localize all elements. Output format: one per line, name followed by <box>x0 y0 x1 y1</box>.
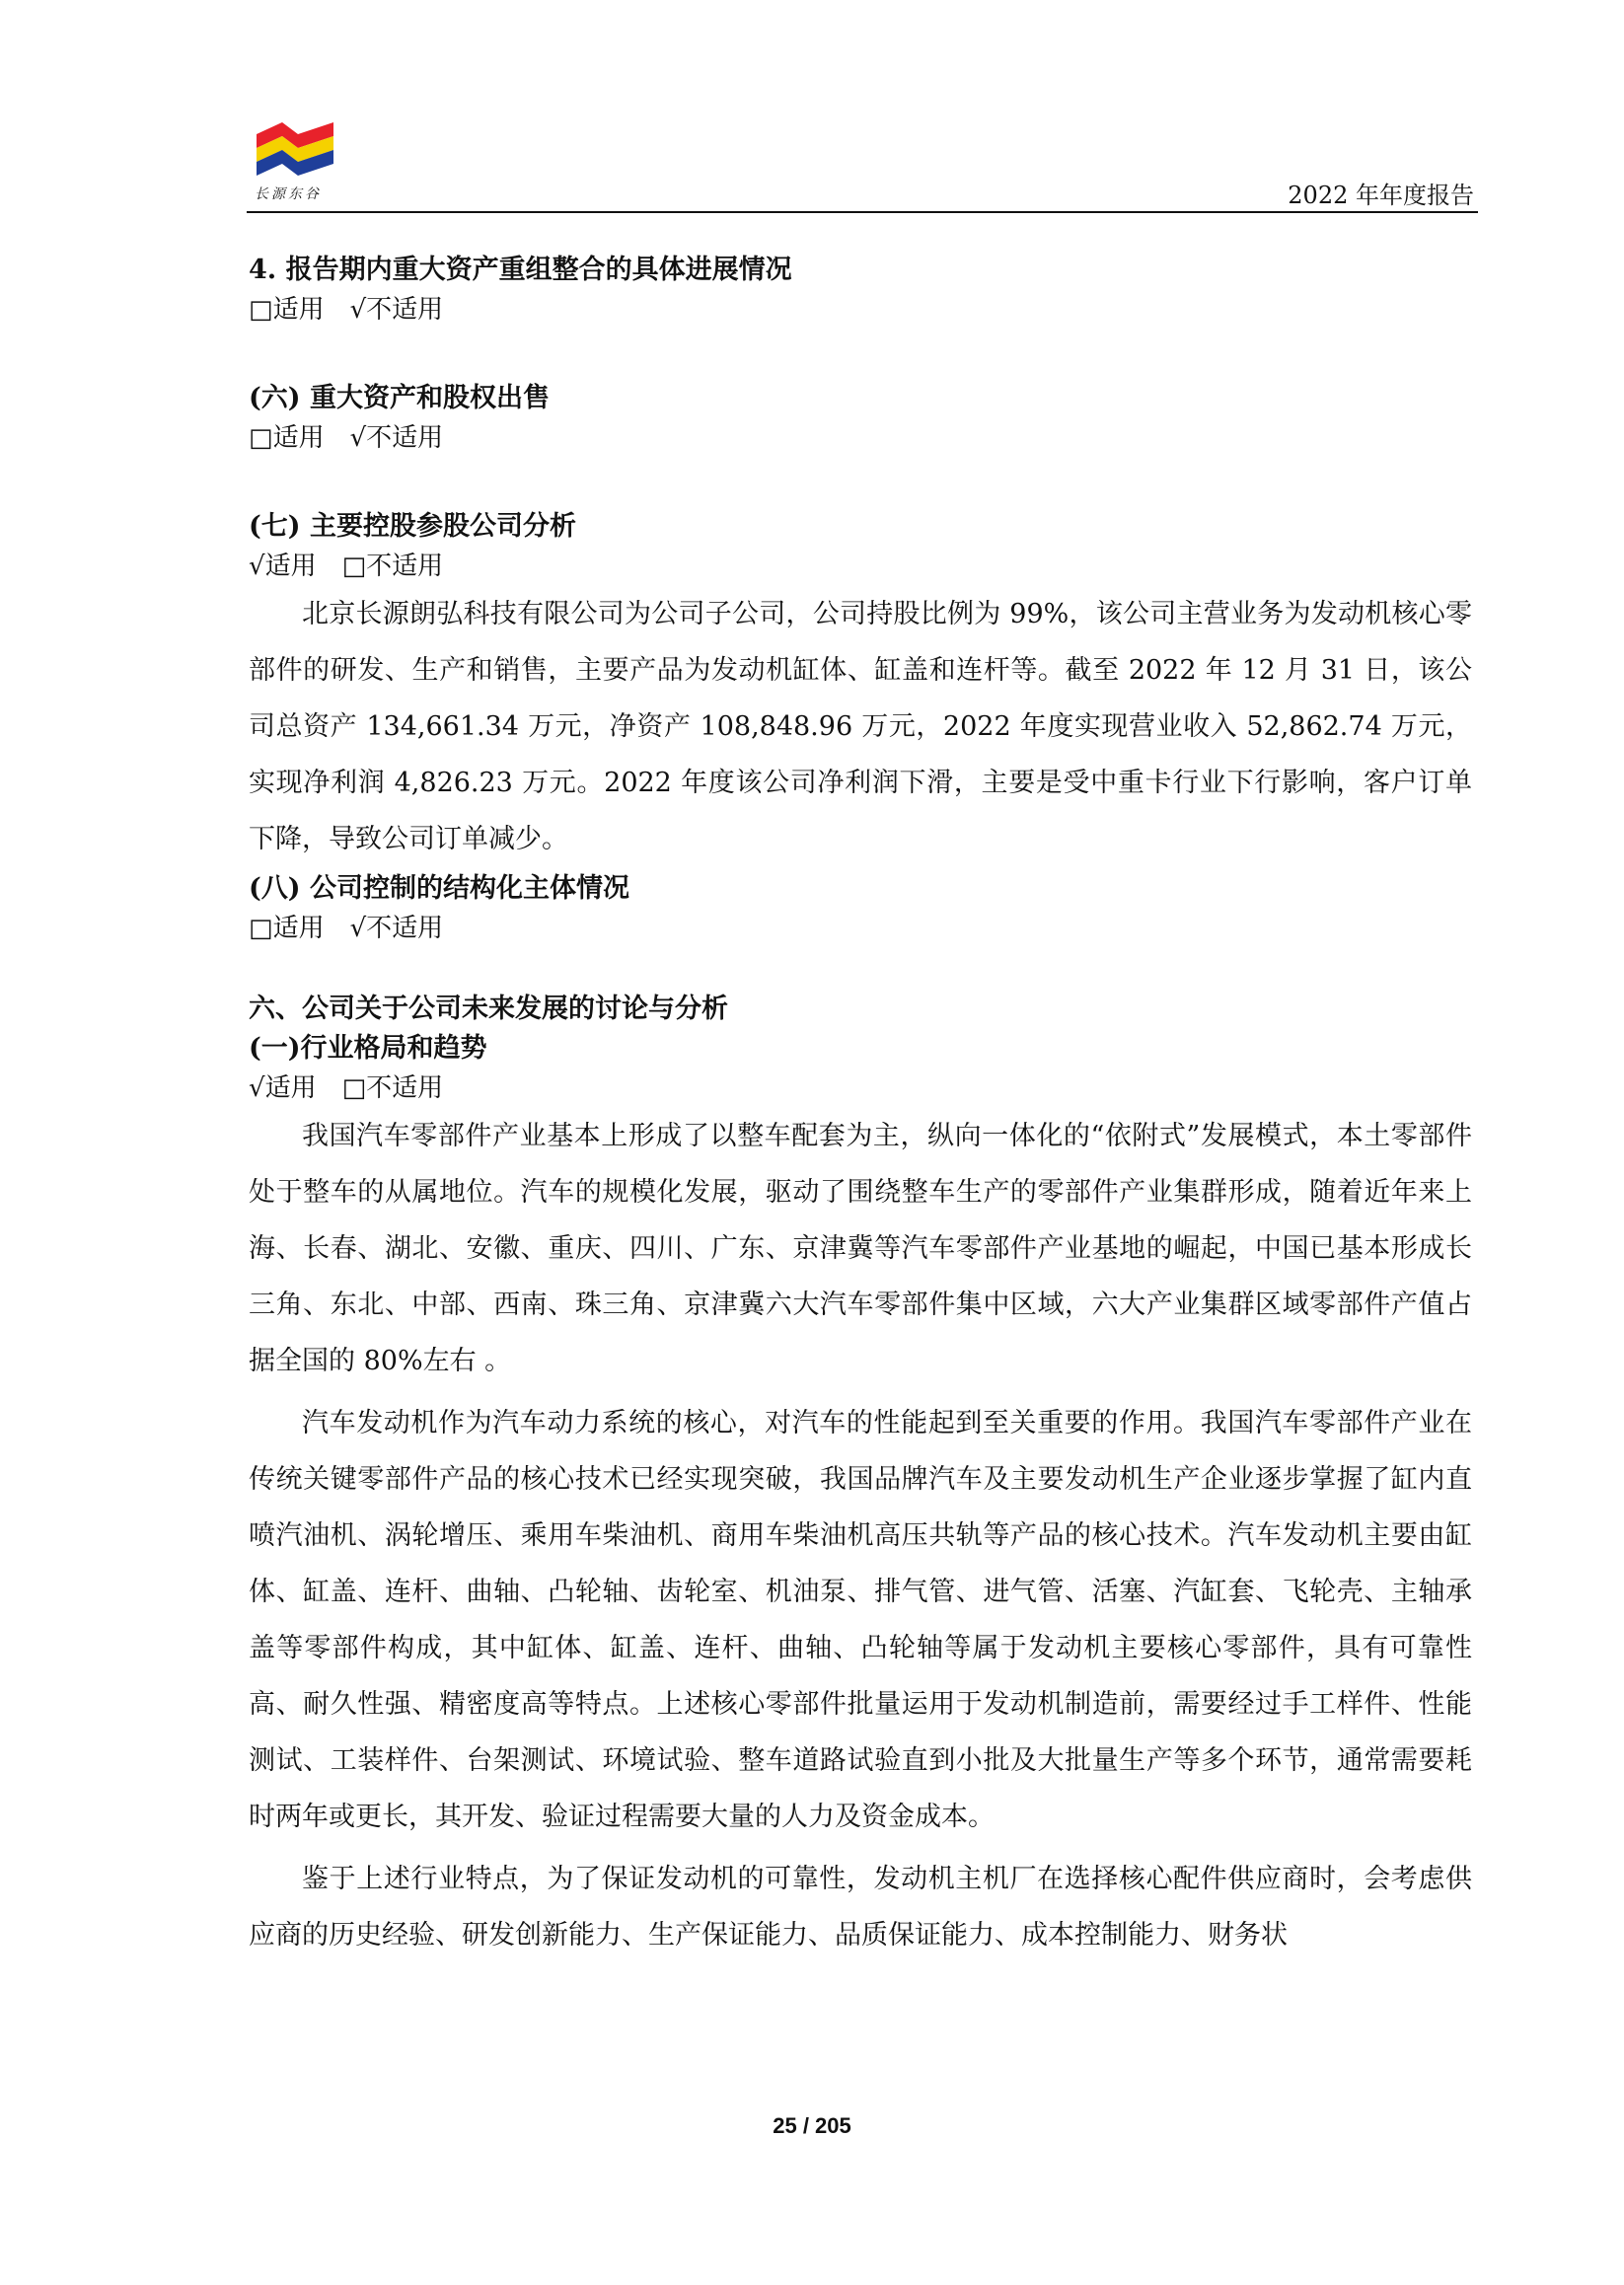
page-number: 25 / 205 <box>773 2113 851 2138</box>
applicability-options-4 <box>249 290 1472 330</box>
company-logo-icon <box>255 114 335 176</box>
option-not-applicable: √不适用 <box>349 423 444 453</box>
option-not-applicable: □不适用 <box>341 552 444 581</box>
applicability-options-part6 <box>249 1069 1472 1108</box>
option-applicable: □适用 <box>249 914 325 943</box>
option-applicable: √适用 <box>249 1073 317 1103</box>
page-header <box>247 111 1478 213</box>
paragraph-subsidiary: 北京长源朗弘科技有限公司为公司子公司，公司持股比例为 99%，该公司主营业务为发动机核心零部件的研发、生产和销售，主要产品为发动机缸体、缸盖和连杆等。截至 2022 年 12 月 31 日，该公司总资产 134,661.34 万元，净资产 108,848.96 万元，2022 年度实现营业收入 52,862.74 万元，实现净利润 4,826.23 万元。2022 年度该公司净利润下滑，主要是受中重卡行业下行影响，客户订单下降，导致公司订单减少。 <box>249 599 1472 854</box>
option-not-applicable: □不适用 <box>341 1073 444 1103</box>
option-not-applicable: √不适用 <box>349 295 444 325</box>
report-title: 2022 年年度报告 <box>1288 182 1474 209</box>
part-heading-6: 六、公司关于公司未来发展的讨论与分析 <box>249 994 728 1024</box>
paragraph-industry-pattern: 我国汽车零部件产业基本上形成了以整车配套为主，纵向一体化的“依附式”发展模式，本土零部件处于整车的从属地位。汽车的规模化发展，驱动了围绕整车生产的零部件产业集群形成，随着近年来上海、长春、湖北、安徽、重庆、四川、广东、京津冀等汽车零部件产业基地的崛起，中国已基本形成长三角、东北、中部、西南、珠三角、京津冀六大汽车零部件集中区域，六大产业集群区域零部件产值占据全国的 80%左右 。 <box>249 1121 1472 1376</box>
option-applicable: □适用 <box>249 423 325 453</box>
option-applicable: √适用 <box>249 552 317 581</box>
page-content <box>249 251 1472 1963</box>
applicability-options-7 <box>249 547 1472 586</box>
paragraph-engine-core: 汽车发动机作为汽车动力系统的核心，对汽车的性能起到至关重要的作用。我国汽车零部件产业在传统关键零部件产品的核心技术已经实现突破，我国品牌汽车及主要发动机生产企业逐步掌握了缸内直喷汽油机、涡轮增压、乘用车柴油机、商用车柴油机高压共轨等产品的核心技术。汽车发动机主要由缸体、缸盖、连杆、曲轴、凸轮轴、齿轮室、机油泵、排气管、进气管、活塞、汽缸套、飞轮壳、主轴承盖等零部件构成，其中缸体、缸盖、连杆、曲轴、凸轮轴等属于发动机主要核心零部件，具有可靠性高、耐久性强、精密度高等特点。上述核心零部件批量运用于发动机制造前，需要经过手工样件、性能测试、工装样件、台架测试、环境试验、整车道路试验直到小批及大批量生产等多个环节，通常需要耗时两年或更长，其开发、验证过程需要大量的人力及资金成本。 <box>249 1408 1472 1832</box>
applicability-options-6 <box>249 418 1472 458</box>
section-heading-8: (八) 公司控制的结构化主体情况 <box>249 873 629 904</box>
paragraph-supplier-selection: 鉴于上述行业特点，为了保证发动机的可靠性，发动机主机厂在选择核心配件供应商时，会考虑供应商的历史经验、研发创新能力、生产保证能力、品质保证能力、成本控制能力、财务状 <box>249 1864 1472 1951</box>
section-heading-7: (七) 主要控股参股公司分析 <box>249 511 576 542</box>
option-applicable: □适用 <box>249 295 325 325</box>
option-not-applicable: √不适用 <box>349 914 444 943</box>
logo-text: 长源东谷 <box>255 186 322 202</box>
header-divider <box>247 211 1478 213</box>
section-heading-6: (六) 重大资产和股权出售 <box>249 383 550 413</box>
section-heading-4: 4. 报告期内重大资产重组整合的具体进展情况 <box>249 255 792 285</box>
applicability-options-8 <box>249 909 1472 948</box>
subsection-heading-1: (一)行业格局和趋势 <box>249 1033 487 1064</box>
